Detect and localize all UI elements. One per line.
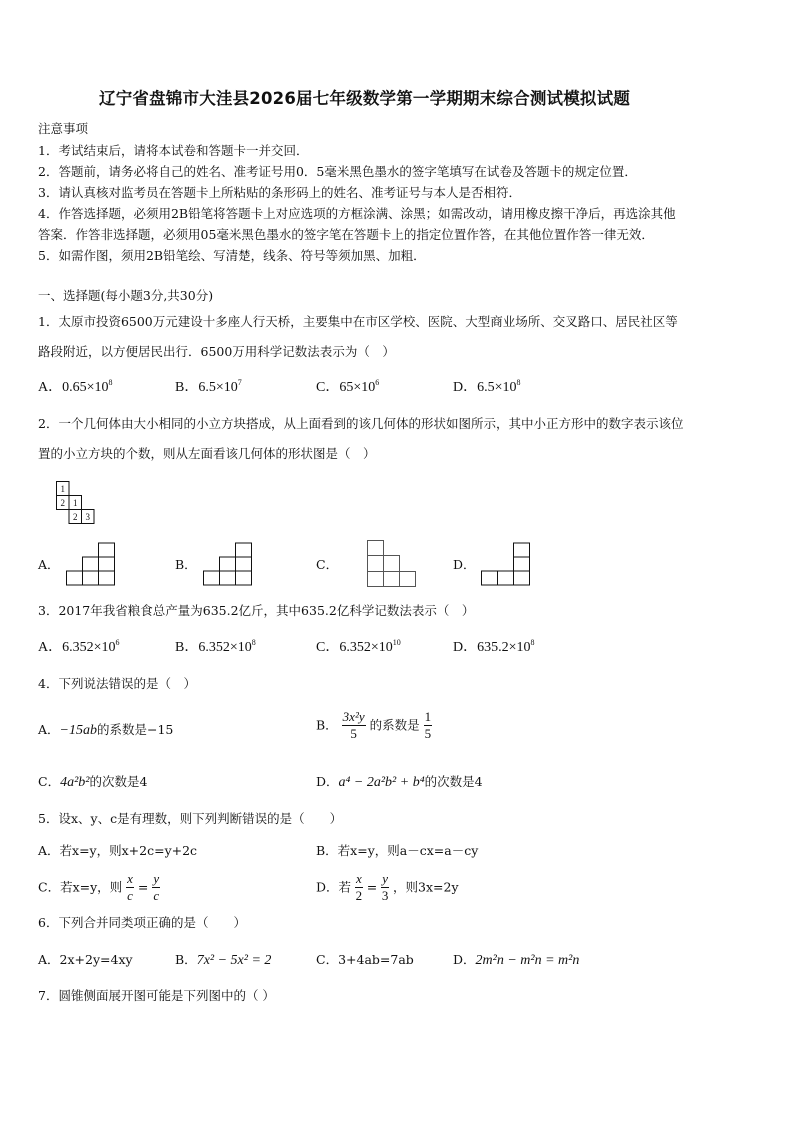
grid-number: 2 xyxy=(60,498,65,508)
q1-option-a: A．$0.65\times 10^8$ xyxy=(38,378,113,395)
q4-option-b: B． $\frac{\text{3x²y}}{5}$ 的系数是 $\frac{1}{5}$ xyxy=(316,709,432,742)
question-3-stem: 3．2017年我省粮食总产量为635.2亿斤，其中635.2亿科学记数法表示（ ） xyxy=(38,603,475,618)
top-view-grid xyxy=(56,481,108,525)
q5-option-d: D．若 $\frac{x}{2}$ = $\frac{y}{3}$ ，则3x=2y xyxy=(316,871,459,904)
q2-option-a-label: A． xyxy=(38,557,60,572)
q4-option-a: A．−15ab的系数是−15 xyxy=(38,722,174,738)
q3-option-c: C．$6.352\times 10^{10}$ xyxy=(316,638,401,655)
q2-option-d-label: D． xyxy=(453,557,476,572)
q3-option-d: D．$635.2\times 10^8$ xyxy=(453,638,535,655)
question-4-stem: 4．下列说法错误的是（ ） xyxy=(38,676,196,691)
q2-option-c-label: C． xyxy=(316,557,339,572)
q1-option-d: D．$6.5\times 10^8$ xyxy=(453,378,521,395)
q4-option-c: C．4a²b²的次数是4 xyxy=(38,774,148,790)
q5-option-b: B．若x=y，则a－cx=a－cy xyxy=(316,843,479,858)
grid-number: 1 xyxy=(60,484,65,494)
q2-option-d-figure xyxy=(481,542,531,586)
q2-option-a-figure xyxy=(66,542,116,586)
question-1-stem-2: 路段附近，以方便居民出行．6500万用科学记数法表示为（ ） xyxy=(38,344,395,359)
q5-option-c: C．若x=y，则 $\frac{x}{c}$ = $\frac{y}{c}$ xyxy=(38,871,160,904)
q1-option-b: B．$6.5\times 10^7$ xyxy=(175,378,242,395)
q6-option-a: A．2x+2y=4xy xyxy=(38,952,133,967)
q2-option-c-figure xyxy=(367,540,419,588)
grid-number: 1 xyxy=(73,498,78,508)
q6-option-d: D．2m²n − m²n = m²n xyxy=(453,952,580,968)
notice-item: 3．请认真核对监考员在答题卡上所粘贴的条形码上的姓名、准考证号与本人是否相符． xyxy=(38,185,521,200)
question-1-stem: 1．太原市投资6500万元建设十多座人行天桥，主要集中在市区学校、医院、大型商业场所、交叉路口、居民社区等 xyxy=(38,314,678,329)
q6-option-c: C．3+4ab=7ab xyxy=(316,952,414,967)
fraction: $\frac{\text{3x²y}}{5}$ xyxy=(342,709,365,742)
notice-item: 4．作答选择题，必须用2B铅笔将答题卡上对应选项的方框涂满、涂黑；如需改动，请用橡皮擦干净后，再选涂其他 xyxy=(38,206,676,221)
question-7-stem: 7．圆锥侧面展开图可能是下列图中的（ ） xyxy=(38,988,275,1003)
question-2-stem-2: 置的小立方块的个数，则从左面看该几何体的形状图是（ ） xyxy=(38,446,376,461)
grid-number: 2 xyxy=(73,512,78,522)
q1-option-c: C．$65\times 10^6$ xyxy=(316,378,380,395)
notice-item: 5．如需作图，须用2B铅笔绘、写清楚，线条、符号等须加黑、加粗． xyxy=(38,248,426,263)
q4-option-d: D．a⁴ − 2a²b² + b⁴的次数是4 xyxy=(316,774,483,790)
q6-option-b: B．7x² − 5x² = 2 xyxy=(175,952,272,968)
q5-option-a: A．若x=y，则x+2c=y+2c xyxy=(38,843,198,858)
question-6-stem: 6．下列合并同类项正确的是（ ） xyxy=(38,915,246,930)
notice-item: 答案．作答非选择题，必须用05毫米黑色墨水的签字笔在答题卡上的指定位置作答，在其他位置作答一律无效． xyxy=(38,227,654,242)
question-2-stem: 2．一个几何体由大小相同的小立方块搭成，从上面看到的该几何体的形状如图所示，其中小正方形中的数字表示该位 xyxy=(38,416,684,431)
question-5-stem: 5．设x、y、c是有理数，则下列判断错误的是（ ） xyxy=(38,811,343,826)
q3-option-a: A．$6.352\times 10^6$ xyxy=(38,638,120,655)
q3-option-b: B．$6.352\times 10^8$ xyxy=(175,638,256,655)
notice-heading: 注意事项 xyxy=(38,121,89,136)
grid-number: 3 xyxy=(85,512,90,522)
q2-option-b-figure xyxy=(203,542,253,586)
fraction: $\frac{1}{5}$ xyxy=(424,709,432,742)
section-heading: 一、选择题(每小题3分,共30分) xyxy=(38,288,214,303)
q2-option-b-label: B． xyxy=(175,557,197,572)
page-title: 辽宁省盘锦市大洼县2026届七年级数学第一学期期末综合测试模拟试题 xyxy=(99,89,631,108)
notice-item: 2．答题前，请务必将自己的姓名、准考证号用0．5毫米黑色墨水的签字笔填写在试卷及答题卡的规定位置． xyxy=(38,164,637,179)
notice-item: 1．考试结束后，请将本试卷和答题卡一并交回． xyxy=(38,143,309,158)
